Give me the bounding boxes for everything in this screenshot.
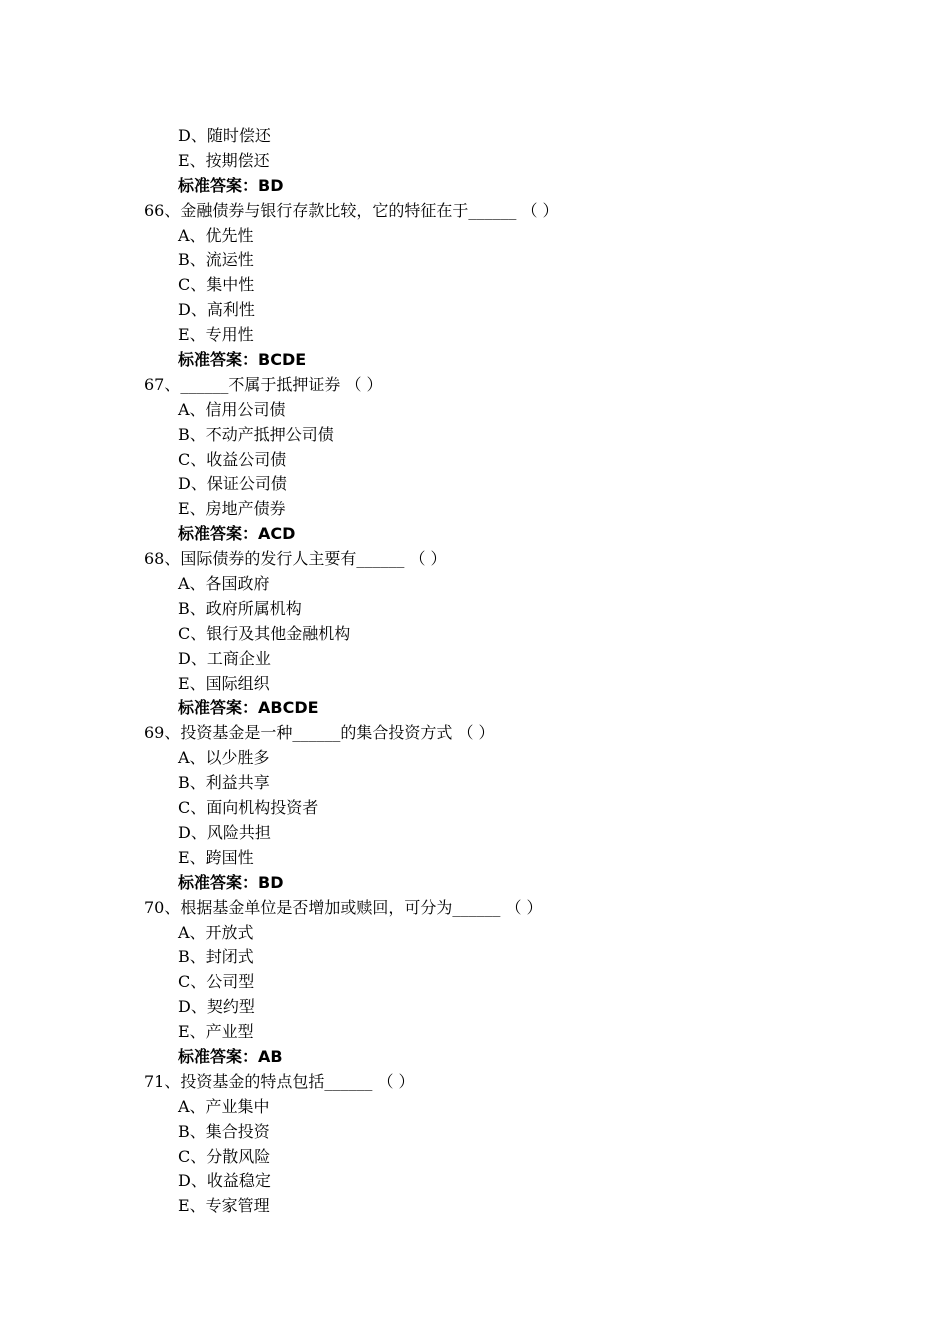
option-line: C、银行及其他金融机构 xyxy=(178,623,351,643)
option-line: C、集中性 xyxy=(178,275,255,295)
option-line: D、随时偿还 xyxy=(178,126,271,145)
option-line: E、跨国性 xyxy=(178,847,254,867)
option-line: A、以少胜多 xyxy=(178,748,270,768)
option-line: A、产业集中 xyxy=(178,1096,270,1116)
answer-line: 标准答案：AB xyxy=(178,1046,283,1066)
option-line: B、流运性 xyxy=(178,250,254,270)
option-line: B、不动产抵押公司债 xyxy=(178,424,334,444)
option-line: D、契约型 xyxy=(178,997,255,1017)
question-line: 69、投资基金是一种______的集合投资方式 （ ） xyxy=(144,723,495,743)
option-line: E、产业型 xyxy=(178,1022,254,1042)
answer-line: 标准答案：BD xyxy=(178,872,284,892)
option-line: D、风险共担 xyxy=(178,822,271,842)
option-line: A、优先性 xyxy=(178,225,254,245)
option-line: C、公司型 xyxy=(178,972,255,992)
option-line: B、封闭式 xyxy=(178,947,254,967)
question-line: 71、投资基金的特点包括______ （ ） xyxy=(144,1071,415,1091)
document-page xyxy=(0,124,950,1219)
option-line: C、分散风险 xyxy=(178,1146,271,1166)
option-line: A、各国政府 xyxy=(178,574,270,594)
answer-line: 标准答案：ABCDE xyxy=(178,698,319,718)
option-line: A、开放式 xyxy=(178,922,254,942)
option-line: E、房地产债券 xyxy=(178,499,286,519)
option-line: C、收益公司债 xyxy=(178,449,287,469)
answer-line: 标准答案：ACD xyxy=(178,524,296,544)
option-line: D、保证公司债 xyxy=(178,474,287,494)
option-line: C、面向机构投资者 xyxy=(178,798,319,818)
option-line: A、信用公司债 xyxy=(178,399,286,419)
question-line: 70、根据基金单位是否增加或赎回，可分为______ （ ） xyxy=(144,897,543,917)
option-line: B、利益共享 xyxy=(178,773,270,793)
question-line: 68、国际债券的发行人主要有______ （ ） xyxy=(144,549,447,569)
answer-line: 标准答案：BCDE xyxy=(178,350,307,370)
option-line: B、政府所属机构 xyxy=(178,598,302,618)
answer-line: 标准答案：BD xyxy=(178,175,284,195)
option-line: D、高利性 xyxy=(178,300,255,320)
question-line: 66、金融债券与银行存款比较，它的特征在于______ （ ） xyxy=(144,200,559,220)
option-line: E、专家管理 xyxy=(178,1196,270,1216)
option-line: E、专用性 xyxy=(178,325,254,345)
option-line: B、集合投资 xyxy=(178,1121,270,1141)
option-line: E、按期偿还 xyxy=(178,150,270,170)
option-line: D、工商企业 xyxy=(178,648,271,668)
question-line: 67、______不属于抵押证券 （ ） xyxy=(144,374,383,394)
option-line: D、收益稳定 xyxy=(178,1171,271,1191)
option-line: E、国际组织 xyxy=(178,673,270,693)
